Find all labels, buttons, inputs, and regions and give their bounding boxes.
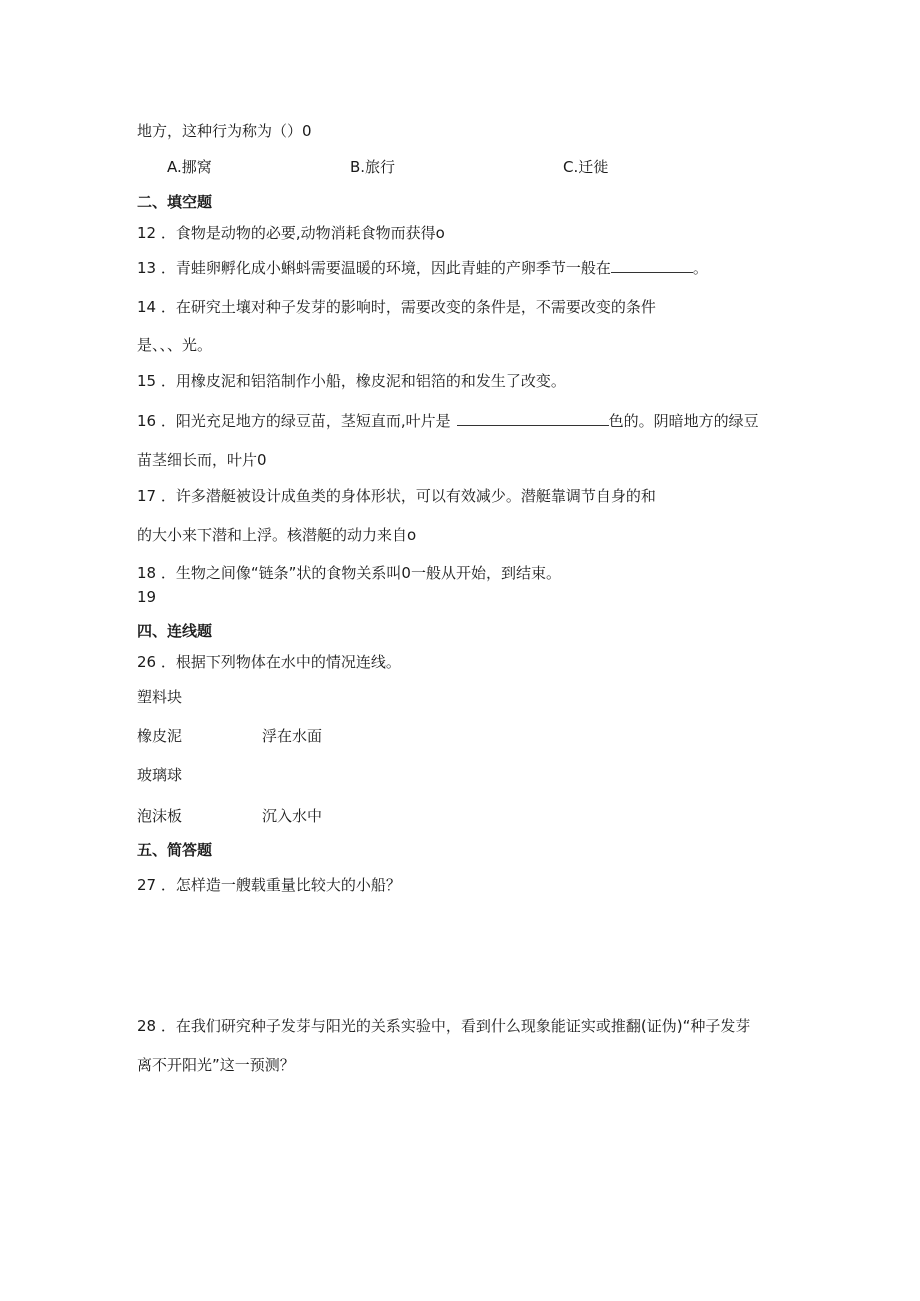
question-16-tail: 色的。阴暗地方的绿豆 [608, 412, 759, 430]
match-item-left: 塑料块 [137, 688, 183, 706]
answer-blank [611, 258, 693, 273]
match-item-right: 沉入水中 [262, 807, 323, 825]
question-28-line2: 离不开阳光”这一预测？ [137, 1056, 295, 1074]
question-16 [137, 411, 759, 431]
question-28-line1: 28 ．在我们研究种子发芽与阳光的关系实验中，看到什么现象能证实或推翻(证伪)“种子发芽 [137, 1017, 751, 1035]
question-16-text: 16 ．阳光充足地方的绿豆苗，茎短直而,叶片是 [137, 412, 451, 430]
section-heading-fill-blank: 二、填空题 [137, 193, 213, 211]
match-item-left: 玻璃球 [137, 766, 183, 784]
question-13 [137, 258, 708, 278]
question-14-line2: 是、、、光。 [137, 336, 213, 354]
question-12: 12 ．食物是动物的必要,动物消耗食物而获得o [137, 224, 445, 242]
section-heading-matching: 四、连线题 [137, 622, 213, 640]
question-13-text: 13 ．青蛙卵孵化成小蝌蚪需要温暖的环境，因此青蛙的产卵季节一般在 [137, 259, 611, 277]
question-17-line2: 的大小来下潜和上浮。核潜艇的动力来自o [137, 526, 417, 544]
question-14-line1: 14 ．在研究土壤对种子发芽的影响时，需要改变的条件是，不需要改变的条件 [137, 298, 656, 316]
question-16-line2: 苗茎细长而，叶片0 [137, 451, 267, 469]
answer-blank [457, 411, 609, 426]
match-item-left: 泡沫板 [137, 807, 183, 825]
question-27: 27 ．怎样造一艘载重量比较大的小船？ [137, 876, 401, 894]
q11-tail: 地方，这种行为称为（）0 [137, 122, 312, 140]
question-18: 18 ．生物之间像“链条”状的食物关系叫0一般从开始，到结束。 [137, 564, 561, 582]
question-19: 19 [137, 588, 157, 606]
option-b: B.旅行 [350, 158, 396, 176]
option-c: C.迁徙 [563, 158, 609, 176]
section-heading-short-answer: 五、简答题 [137, 841, 213, 859]
match-item-left: 橡皮泥 [137, 727, 183, 745]
question-15: 15 ．用橡皮泥和铝箔制作小船，橡皮泥和铝箔的和发生了改变。 [137, 372, 566, 390]
question-26: 26 ．根据下列物体在水中的情况连线。 [137, 653, 401, 671]
question-17-line1: 17 ．许多潜艇被设计成鱼类的身体形状，可以有效减少。潜艇靠调节自身的和 [137, 487, 656, 505]
option-a: A.挪窝 [167, 158, 212, 176]
match-item-right: 浮在水面 [262, 727, 323, 745]
question-13-end: 。 [692, 259, 708, 277]
